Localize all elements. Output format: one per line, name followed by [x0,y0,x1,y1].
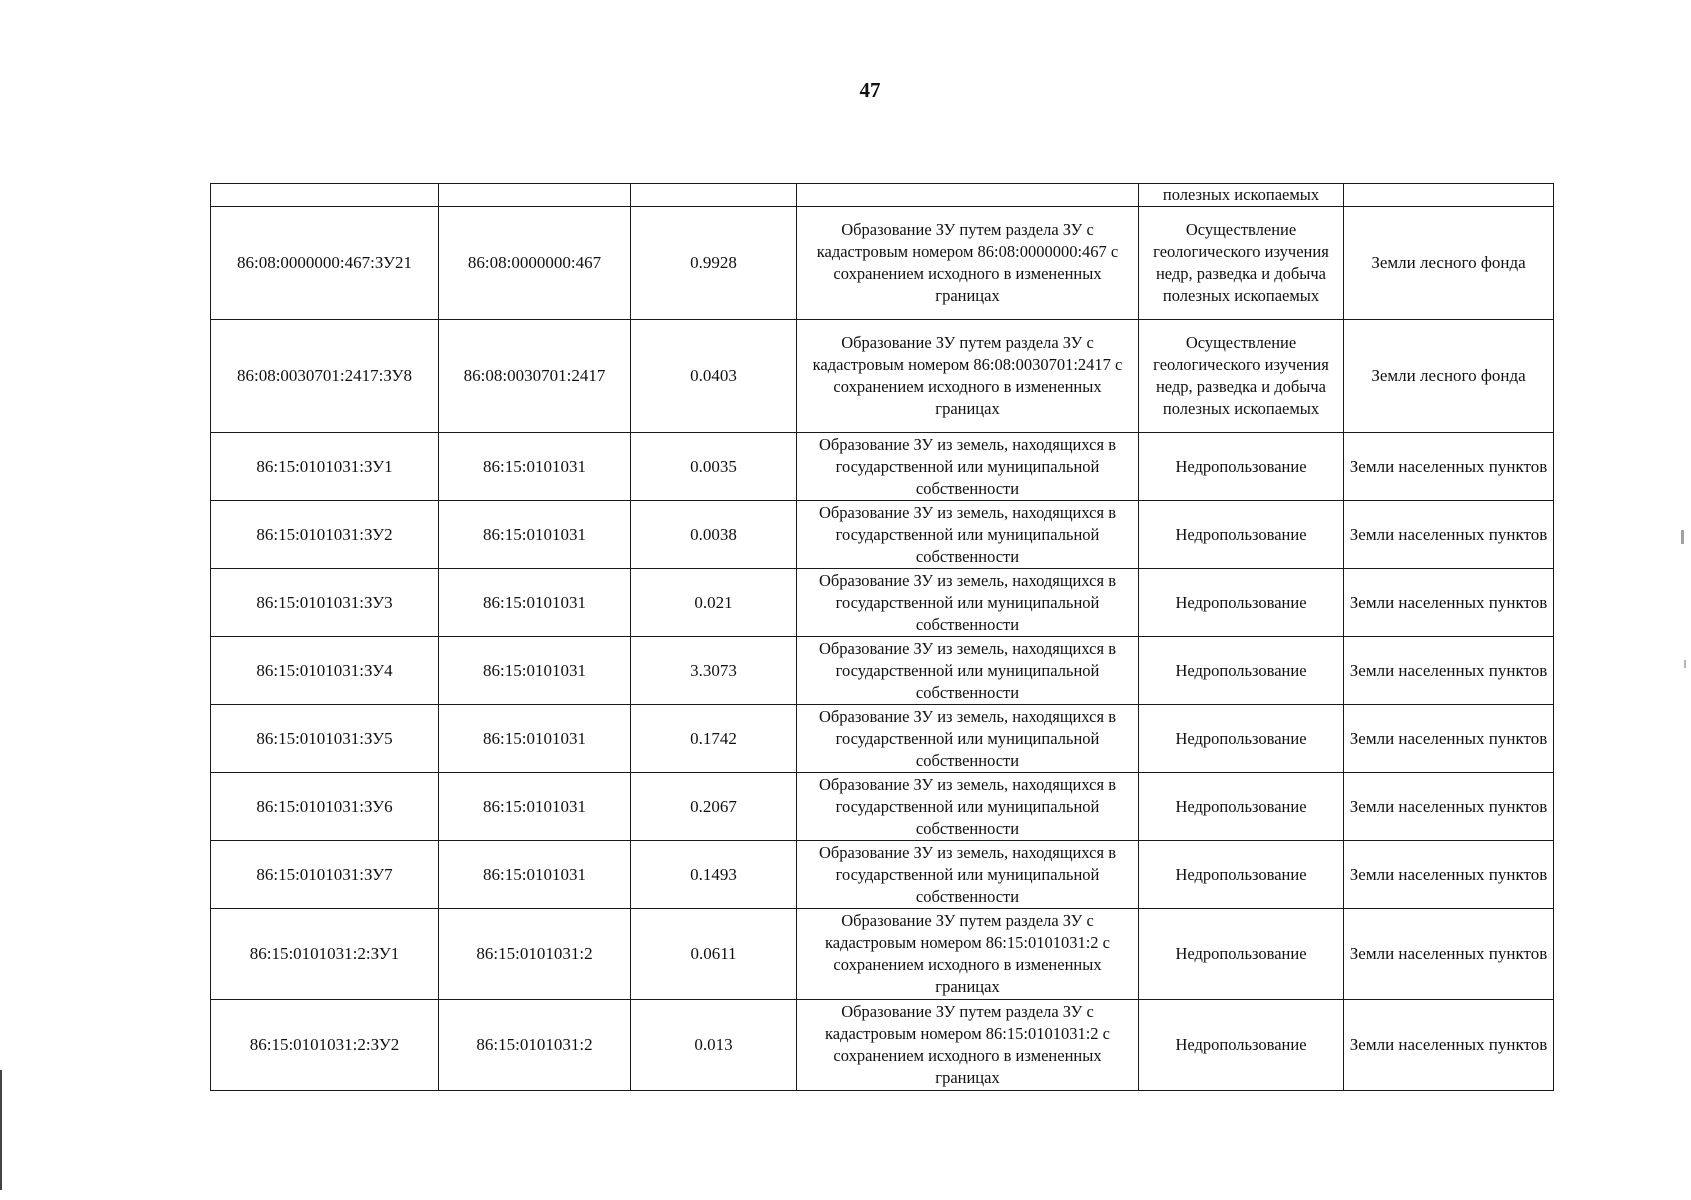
parent-cadastral-cell: 86:15:0101031 [439,705,631,773]
table-row [211,705,1554,773]
table-cell-empty [211,184,439,207]
land-category-cell: Земли лесного фонда [1344,320,1554,433]
table-row [211,320,1554,433]
permitted-use-cell: Недропользование [1139,569,1344,637]
land-category-cell: Земли населенных пунктов [1344,909,1554,1000]
table-row-continuation [211,184,1554,207]
parent-cadastral-cell: 86:08:0000000:467 [439,207,631,320]
formation-method-cell: Образование ЗУ из земель, находящихся в государственной или муниципальной собственности [797,773,1139,841]
plot-id-cell: 86:15:0101031:ЗУ2 [211,501,439,569]
plot-id-cell: 86:15:0101031:2:ЗУ2 [211,1000,439,1091]
land-category-cell: Земли населенных пунктов [1344,569,1554,637]
parent-cadastral-cell: 86:15:0101031 [439,501,631,569]
parent-cadastral-cell: 86:15:0101031:2 [439,1000,631,1091]
permitted-use-cell: Недропользование [1139,773,1344,841]
parent-cadastral-cell: 86:15:0101031:2 [439,909,631,1000]
table-cell-empty [439,184,631,207]
page-number: 47 [859,78,881,102]
table-row [211,569,1554,637]
table-row [211,773,1554,841]
land-category-cell: Земли населенных пунктов [1344,433,1554,501]
formation-method-cell: Образование ЗУ из земель, находящихся в государственной или муниципальной собственности [797,501,1139,569]
area-cell: 3.3073 [631,637,797,705]
table-row [211,841,1554,909]
land-plots-table [210,183,1554,1091]
permitted-use-cell: Осуществление геологического изучения недр, разведка и добыча полезных ископаемых [1139,320,1344,433]
permitted-use-cell: Недропользование [1139,501,1344,569]
area-cell: 0.0035 [631,433,797,501]
plot-id-cell: 86:15:0101031:ЗУ7 [211,841,439,909]
scan-artifact [1681,530,1684,544]
table-row [211,909,1554,1000]
table-row [211,433,1554,501]
area-cell: 0.0403 [631,320,797,433]
land-category-cell: Земли населенных пунктов [1344,1000,1554,1091]
parent-cadastral-cell: 86:15:0101031 [439,569,631,637]
parent-cadastral-cell: 86:15:0101031 [439,773,631,841]
land-category-cell: Земли населенных пунктов [1344,501,1554,569]
land-category-cell: Земли населенных пунктов [1344,705,1554,773]
land-category-cell: Земли лесного фонда [1344,207,1554,320]
plot-id-cell: 86:15:0101031:2:ЗУ1 [211,909,439,1000]
land-category-cell: Земли населенных пунктов [1344,841,1554,909]
plot-id-cell: 86:15:0101031:ЗУ1 [211,433,439,501]
parent-cadastral-cell: 86:15:0101031 [439,637,631,705]
plot-id-cell: 86:15:0101031:ЗУ6 [211,773,439,841]
formation-method-cell: Образование ЗУ путем раздела ЗУ с кадастровым номером 86:15:0101031:2 с сохранением исходного в измененных границах [797,909,1139,1000]
area-cell: 0.021 [631,569,797,637]
plot-id-cell: 86:15:0101031:ЗУ5 [211,705,439,773]
table-row [211,207,1554,320]
table-row [211,637,1554,705]
area-cell: 0.0611 [631,909,797,1000]
table-row [211,1000,1554,1091]
permitted-use-cell: полезных ископаемых [1139,184,1344,207]
area-cell: 0.1742 [631,705,797,773]
formation-method-cell: Образование ЗУ из земель, находящихся в государственной или муниципальной собственности [797,705,1139,773]
permitted-use-cell: Недропользование [1139,841,1344,909]
formation-method-cell: Образование ЗУ путем раздела ЗУ с кадастровым номером 86:08:0030701:2417 с сохранением исходного в измененных границах [797,320,1139,433]
table-cell-empty [631,184,797,207]
formation-method-cell: Образование ЗУ путем раздела ЗУ с кадастровым номером 86:15:0101031:2 с сохранением исходного в измененных границах [797,1000,1139,1091]
parent-cadastral-cell: 86:15:0101031 [439,433,631,501]
formation-method-cell: Образование ЗУ путем раздела ЗУ с кадастровым номером 86:08:0000000:467 с сохранением исходного в измененных границах [797,207,1139,320]
plot-id-cell: 86:15:0101031:ЗУ3 [211,569,439,637]
permitted-use-cell: Недропользование [1139,433,1344,501]
plot-id-cell: 86:08:0030701:2417:ЗУ8 [211,320,439,433]
plot-id-cell: 86:08:0000000:467:ЗУ21 [211,207,439,320]
area-cell: 0.2067 [631,773,797,841]
area-cell: 0.013 [631,1000,797,1091]
parent-cadastral-cell: 86:08:0030701:2417 [439,320,631,433]
table-cell-empty [1344,184,1554,207]
land-category-cell: Земли населенных пунктов [1344,773,1554,841]
permitted-use-cell: Недропользование [1139,705,1344,773]
table-row [211,501,1554,569]
permitted-use-cell: Недропользование [1139,637,1344,705]
scan-artifact [1684,660,1686,668]
permitted-use-cell: Недропользование [1139,909,1344,1000]
land-category-cell: Земли населенных пунктов [1344,637,1554,705]
area-cell: 0.9928 [631,207,797,320]
formation-method-cell: Образование ЗУ из земель, находящихся в государственной или муниципальной собственности [797,433,1139,501]
permitted-use-cell: Осуществление геологического изучения недр, разведка и добыча полезных ископаемых [1139,207,1344,320]
formation-method-cell: Образование ЗУ из земель, находящихся в государственной или муниципальной собственности [797,637,1139,705]
permitted-use-cell: Недропользование [1139,1000,1344,1091]
formation-method-cell: Образование ЗУ из земель, находящихся в государственной или муниципальной собственности [797,841,1139,909]
area-cell: 0.1493 [631,841,797,909]
formation-method-cell: Образование ЗУ из земель, находящихся в государственной или муниципальной собственности [797,569,1139,637]
parent-cadastral-cell: 86:15:0101031 [439,841,631,909]
area-cell: 0.0038 [631,501,797,569]
plot-id-cell: 86:15:0101031:ЗУ4 [211,637,439,705]
scan-artifact [0,1070,2,1190]
table-cell-empty [797,184,1139,207]
